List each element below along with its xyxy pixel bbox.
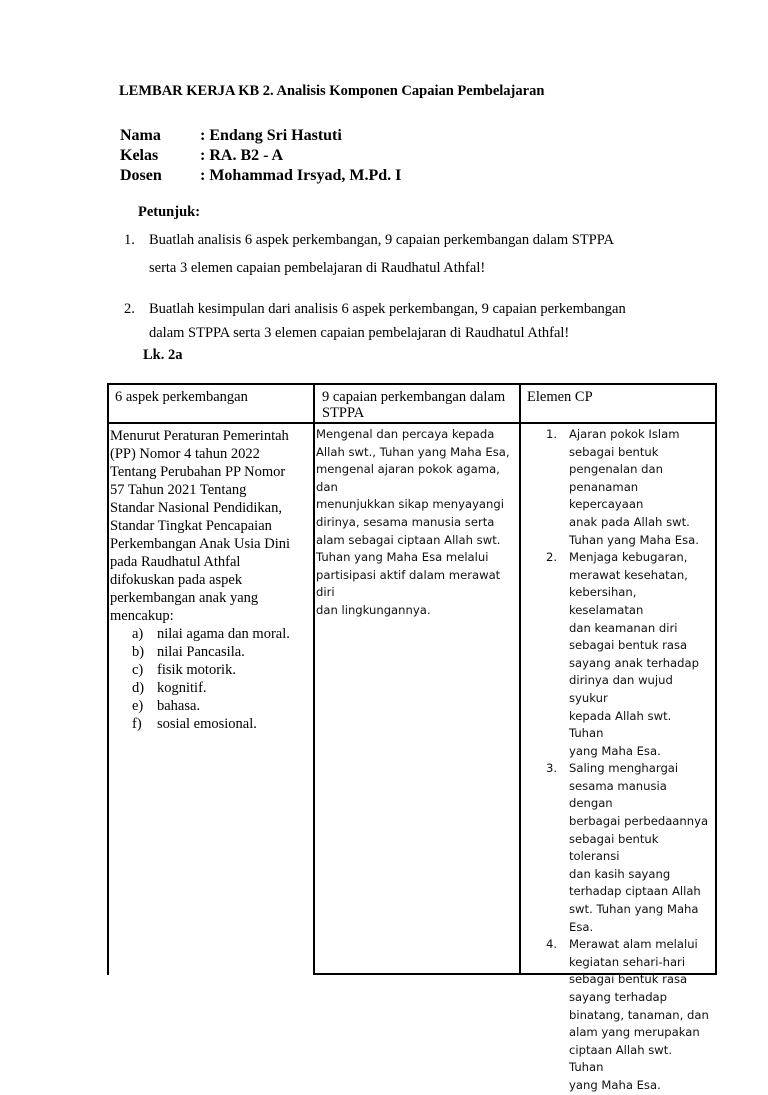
elemen-cp-list [521,426,715,1095]
instruction-text-line: serta 3 elemen capaian pembelajaran di Raudhatul Athfal! [149,260,486,276]
text-line: partisipasi aktif dalam merawat diri [316,567,501,600]
table-header-elemen-cp: Elemen CP [519,383,717,424]
list-marker: f) [132,716,142,732]
list-item-text: kognitif. [157,680,207,696]
text-line: sesama manusia dengan [569,778,667,811]
list-marker: a) [132,626,144,642]
text-line: berbagai perbedaannya [569,814,709,829]
identity-value: : Endang Sri Hastuti [200,127,342,144]
list-item [110,715,313,733]
worksheet-label: Lk. 2a [143,347,183,363]
list-item [110,697,313,715]
instruction-text-line: dalam STPPA serta 3 elemen capaian pembelajaran di Raudhatul Athfal! [149,325,570,341]
table-cell-elemen-cp [519,424,717,1092]
text-line: sayang anak terhadap [569,655,699,670]
list-item [110,643,313,661]
list-item [521,549,715,760]
text-line: Tuhan yang Maha Esa melalui [316,550,489,565]
text-line: Tentang Perubahan PP Nomor [110,464,286,480]
text-line: sebagai bentuk rasa [569,972,688,987]
text-line: sayang terhadap [569,990,668,1004]
text-line: swt. Tuhan yang Maha [569,902,699,917]
table-cell-aspek [107,424,313,975]
instruction-text-line: Buatlah analisis 6 aspek perkembangan, 9 capaian perkembangan dalam STPPA [149,232,614,248]
text-line: pengenalan dan [569,462,663,477]
list-item [521,426,715,549]
instructions-heading: Petunjuk: [138,204,201,220]
text-line: merawat kesehatan, [569,567,688,582]
text-line: Esa. [569,919,594,934]
list-item [521,760,715,936]
text-line: (PP) Nomor 4 tahun 2022 [110,446,260,462]
text-line: kepada Allah swt. Tuhan [569,708,672,741]
table-header-stppa: 9 capaian perkembangan dalam STPPA [313,383,519,424]
list-marker: 2. [546,550,558,565]
instruction-text-line: Buatlah kesimpulan dari analisis 6 aspek perkembangan, 9 capaian perkembangan [149,301,626,317]
text-line: yang Maha Esa. [569,1077,661,1092]
text-line: binatang, tanaman, dan [569,1007,709,1022]
text-line: dan kasih sayang [569,866,671,881]
text-line: dan lingkungannya. [316,602,431,617]
identity-row-dosen [120,167,401,185]
identity-label: Kelas [120,147,159,164]
text-line: dirinya, sesama manusia serta [316,514,495,529]
text-line: Standar Nasional Pendidikan, [110,500,282,516]
text-line: sebagai bentuk rasa [569,638,688,653]
identity-value: : Mohammad Irsyad, M.Pd. I [200,167,402,184]
text-line: mengenal ajaran pokok agama, dan [316,462,500,494]
list-item [110,679,313,697]
text-line: 57 Tahun 2021 Tentang [110,482,247,498]
text-line: difokuskan pada aspek [110,572,243,588]
list-marker: b) [132,644,145,660]
list-item [110,661,313,679]
text-line: penanaman kepercayaan [569,479,644,512]
text-line: pada Raudhatul Athfal [110,554,241,570]
text-line: menunjukkan sikap menyayangi [316,497,504,512]
list-item [521,936,715,1094]
text-line: Mengenal dan percaya kepada [316,427,495,441]
text-line: dan keamanan diri [569,620,678,635]
text-line: perkembangan anak yang [110,590,259,606]
text-line: yang Maha Esa. [569,743,661,758]
identity-label: Dosen [120,167,162,184]
text-line: Menjaga kebugaran, [569,550,688,565]
document-title: LEMBAR KERJA KB 2. Analisis Komponen Capaian Pembelajaran [119,83,545,99]
text-line: Standar Tingkat Pencapaian [110,518,272,534]
text-line: Perkembangan Anak Usia Dini [110,536,291,552]
text-line: Merawat alam melalui [569,937,698,952]
text-line: Allah swt., Tuhan yang Maha Esa, [316,444,510,459]
identity-row-nama [120,127,342,145]
text-line: Tuhan yang Maha Esa. [569,532,699,547]
table-cell-stppa [313,424,519,975]
text-line: Saling menghargai [569,761,679,776]
list-marker: c) [132,662,144,678]
text-line: mencakup: [110,608,174,624]
analysis-table [107,383,717,1092]
aspek-list [110,625,313,733]
text-line: alam yang merupakan [569,1025,700,1040]
text-line: sebagai bentuk [569,444,659,459]
list-item-text: nilai Pancasila. [157,644,245,660]
text-line: kebersihan, keselamatan [569,585,644,617]
list-item-text: sosial emosional. [157,716,257,732]
list-marker: d) [132,680,145,696]
list-marker: e) [132,698,144,714]
text-line: sebagai bentuk toleransi [569,831,659,864]
text-line: Ajaran pokok Islam [569,427,680,441]
text-line: kegiatan sehari-hari [569,954,686,969]
list-marker: 3. [546,761,558,776]
list-marker: 4. [546,937,558,952]
list-item-text: bahasa. [157,698,201,714]
aspek-paragraph [110,427,313,625]
instruction-number: 1. [124,232,135,248]
text-line: terhadap ciptaan Allah [569,884,701,899]
list-item-text: nilai agama dan moral. [157,626,290,642]
identity-row-kelas [120,147,283,165]
text-line: ciptaan Allah swt. Tuhan [569,1042,673,1075]
text-line: dirinya dan wujud syukur [569,673,673,705]
instruction-number: 2. [124,301,135,317]
identity-label: Nama [120,127,161,144]
identity-value: : RA. B2 - A [200,147,284,164]
text-line: Menurut Peraturan Pemerintah [110,428,289,444]
table-header-aspek: 6 aspek perkembangan [107,383,313,424]
text-line: alam sebagai ciptaan Allah swt. [316,532,501,547]
list-item-text: fisik motorik. [157,662,236,678]
text-line: anak pada Allah swt. [569,514,690,529]
list-marker: 1. [546,427,558,441]
list-item [110,625,313,643]
